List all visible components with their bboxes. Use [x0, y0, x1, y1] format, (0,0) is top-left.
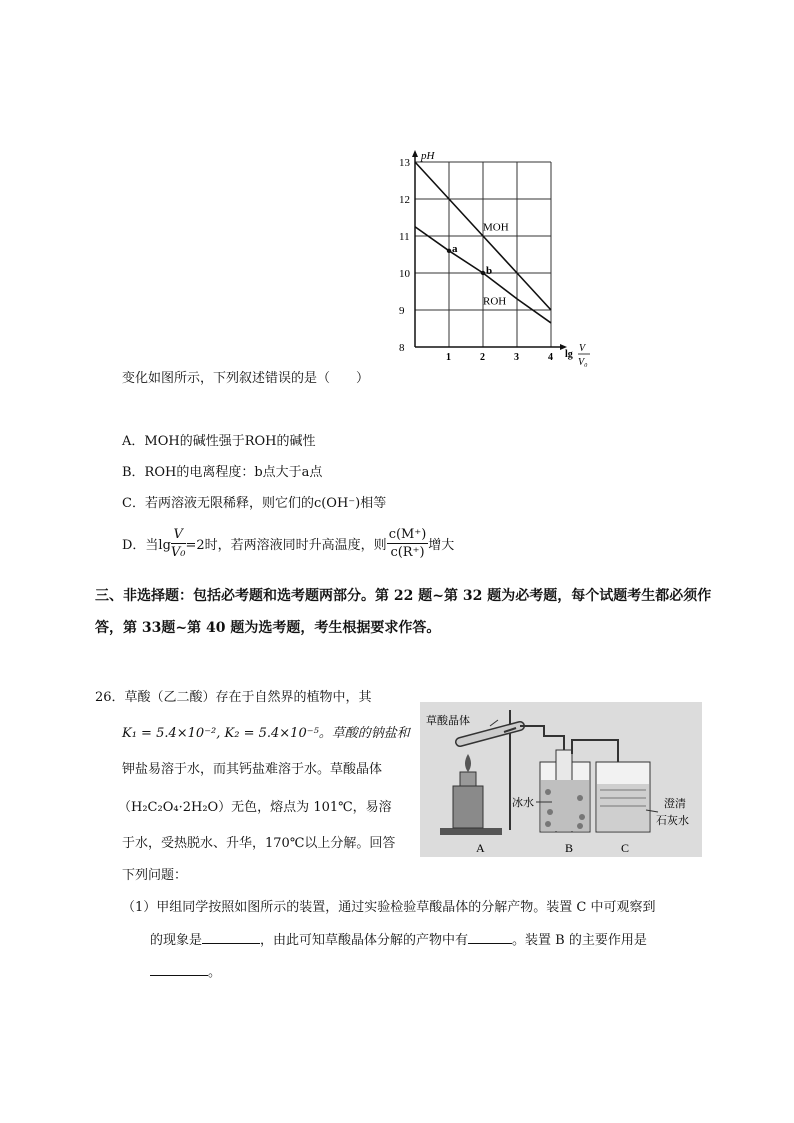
option-d-suffix: 增大 [428, 538, 455, 553]
q26-line5: 于水，受热脱水、升华，170℃以上分解。回答 [122, 836, 396, 851]
fraction-c-numerator: c(M⁺) [388, 527, 427, 542]
option-d-fraction-v [171, 526, 186, 561]
option-b: B．ROH的电离程度：b点大于a点 [122, 465, 323, 480]
label-a: A [476, 841, 485, 855]
y-tick-label: 8 [399, 342, 405, 354]
label-limewater-2: 石灰水 [656, 815, 689, 827]
x-tick-label: 4 [548, 352, 553, 363]
label-ice-water: 冰水 [512, 797, 534, 809]
answer-blank-2[interactable] [468, 931, 512, 944]
q26-part1-line3 [150, 961, 221, 980]
option-d-mid: =2时，若两溶液同时升高温度，则 [185, 538, 387, 553]
label-limewater-1: 澄清 [664, 798, 686, 810]
stand-base [440, 828, 502, 835]
section-header-line2: 答，第 33题~第 40 题为选考题，考生根据要求作答。 [95, 620, 441, 636]
q26-line1: 26．草酸（乙二酸）存在于自然界的植物中，其 [95, 690, 372, 705]
y-tick-label: 10 [399, 268, 410, 280]
section-header-line1: 三、非选择题：包括必考题和选考题两部分。第 22 题~第 32 题为必考题，每个试题考生都必须作 [95, 588, 712, 604]
option-d-fraction-c [387, 526, 429, 561]
chart-grid [415, 162, 551, 347]
x-tick-label: 2 [480, 352, 485, 363]
x-axis-label: lg [565, 349, 573, 360]
chart-labels [399, 150, 590, 368]
x-axis-label-num: V [579, 343, 586, 354]
label-b: B [565, 841, 574, 855]
limewater [597, 784, 649, 831]
q26-line3: 钾盐易溶于水，而其钙盐难溶于水。草酸晶体 [122, 762, 383, 777]
q26-part1-line2 [150, 929, 647, 948]
y-axis-label: pH [421, 150, 435, 162]
option-a: A．MOH的碱性强于ROH的碱性 [122, 434, 316, 449]
answer-blank-3[interactable] [150, 963, 208, 976]
point-a [447, 249, 451, 253]
q26-part1-text-d: 。 [208, 965, 222, 980]
series-label-roh: ROH [483, 295, 507, 308]
x-axis-label-den: V₀ [578, 357, 588, 368]
y-axis-arrow [412, 150, 418, 157]
y-tick-label: 12 [399, 194, 410, 206]
y-tick-label: 11 [399, 231, 410, 243]
option-d-prefix: D．当lg [122, 538, 171, 553]
fraction-v-denominator: V₀ [170, 545, 186, 560]
y-tick-label: 13 [399, 157, 410, 169]
q26-part1-text-c: 。装置 B 的主要作用是 [512, 933, 647, 948]
answer-blank-1[interactable] [202, 931, 260, 944]
series-label-moh: MOH [483, 221, 509, 234]
point-label-b: b [486, 265, 493, 277]
y-tick-label: 9 [399, 305, 405, 317]
q26-line2: K₁ = 5.4×10⁻², K₂ = 5.4×10⁻⁵。草酸的钠盐和 [122, 726, 410, 741]
q26-part1-text-a: 的现象是 [150, 933, 203, 948]
option-d [122, 526, 454, 561]
point-b [481, 271, 485, 275]
label-c: C [621, 841, 630, 855]
ph-dilution-chart [395, 135, 595, 375]
alcohol-lamp [453, 786, 483, 828]
chart-axes [412, 150, 567, 350]
x-tick-label: 1 [446, 352, 451, 363]
fraction-c-denominator: c(R⁺) [390, 545, 425, 560]
fraction-v-numerator: V [171, 526, 186, 544]
q26-part1-line1: （1）甲组同学按照如图所示的装置，通过实验检验草酸晶体的分解产物。装置 C 中可观察到 [122, 900, 656, 915]
option-c: C．若两溶液无限稀释，则它们的c(OH⁻)相等 [122, 496, 387, 511]
label-oxalic-crystal: 草酸晶体 [426, 715, 470, 727]
apparatus-figure [420, 702, 702, 857]
point-label-a: a [452, 242, 458, 255]
q26-line6: 下列问题： [122, 868, 188, 883]
q26-line4: （H₂C₂O₄·2H₂O）无色，熔点为 101℃，易溶 [118, 800, 392, 815]
x-tick-label: 3 [514, 352, 519, 363]
q26-part1-text-b: ，由此可知草酸晶体分解的产物中有 [260, 933, 469, 948]
question-stem: 变化如图所示，下列叙述错误的是（ ） [122, 371, 370, 386]
